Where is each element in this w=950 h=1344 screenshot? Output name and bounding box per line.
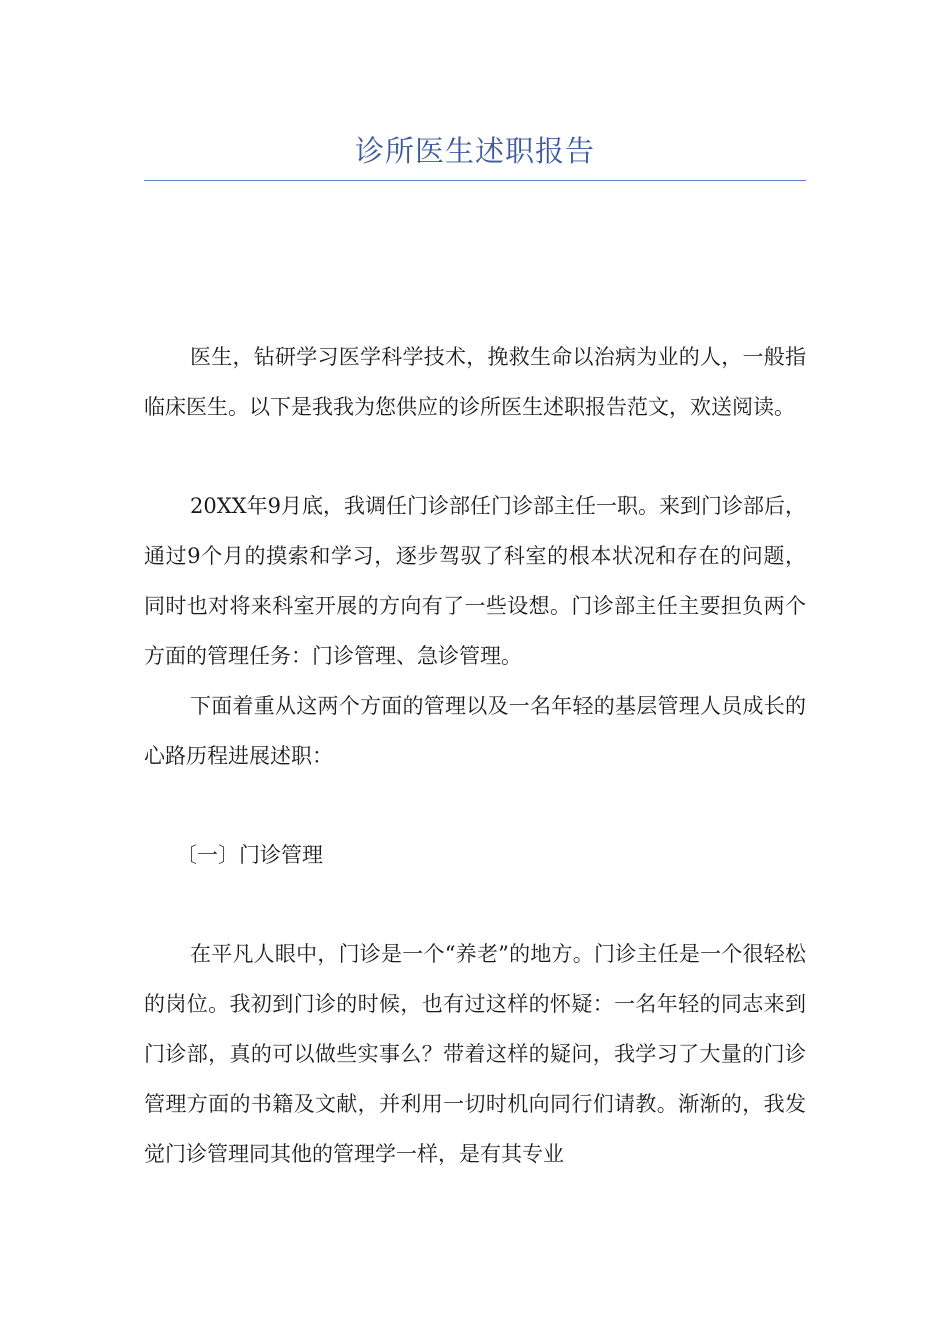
overview-paragraph: 下面着重从这两个方面的管理以及一名年轻的基层管理人员成长的心路历程进展述职： bbox=[144, 694, 806, 768]
title-underline bbox=[144, 180, 806, 181]
section-paragraph: 在平凡人眼中，门诊是一个“养老”的地方。门诊主任是一个很轻松的岗位。我初到门诊的时候，也有过这样的怀疑：一名年轻的同志来到门诊部，真的可以做些实事么？带着这样的疑问，我学习了大量的门诊管理方面的书籍及文献，并利用一切时机向同行们请教。渐渐的，我发觉门诊管理同其他的管理学一样，是有其专业 bbox=[144, 942, 806, 1166]
intro-paragraph: 医生，钻研学习医学科学技术，挽救生命以治病为业的人，一般指临床医生。以下是我我为您供应的诊所医生述职报告范文，欢送阅读。 bbox=[144, 345, 806, 419]
document-title: 诊所医生述职报告 bbox=[354, 134, 595, 168]
section-heading: 〔一〕门诊管理 bbox=[176, 843, 323, 867]
background-paragraph: 20XX年9月底，我调任门诊部任门诊部主任一职。来到门诊部后，通过9个月的摸索和学习，逐步驾驭了科室的根本状况和存在的问题，同时也对将来科室开展的方向有了一些设想。门诊部主任主要担负两个方面的管理任务：门诊管理、急诊管理。 bbox=[144, 494, 806, 668]
